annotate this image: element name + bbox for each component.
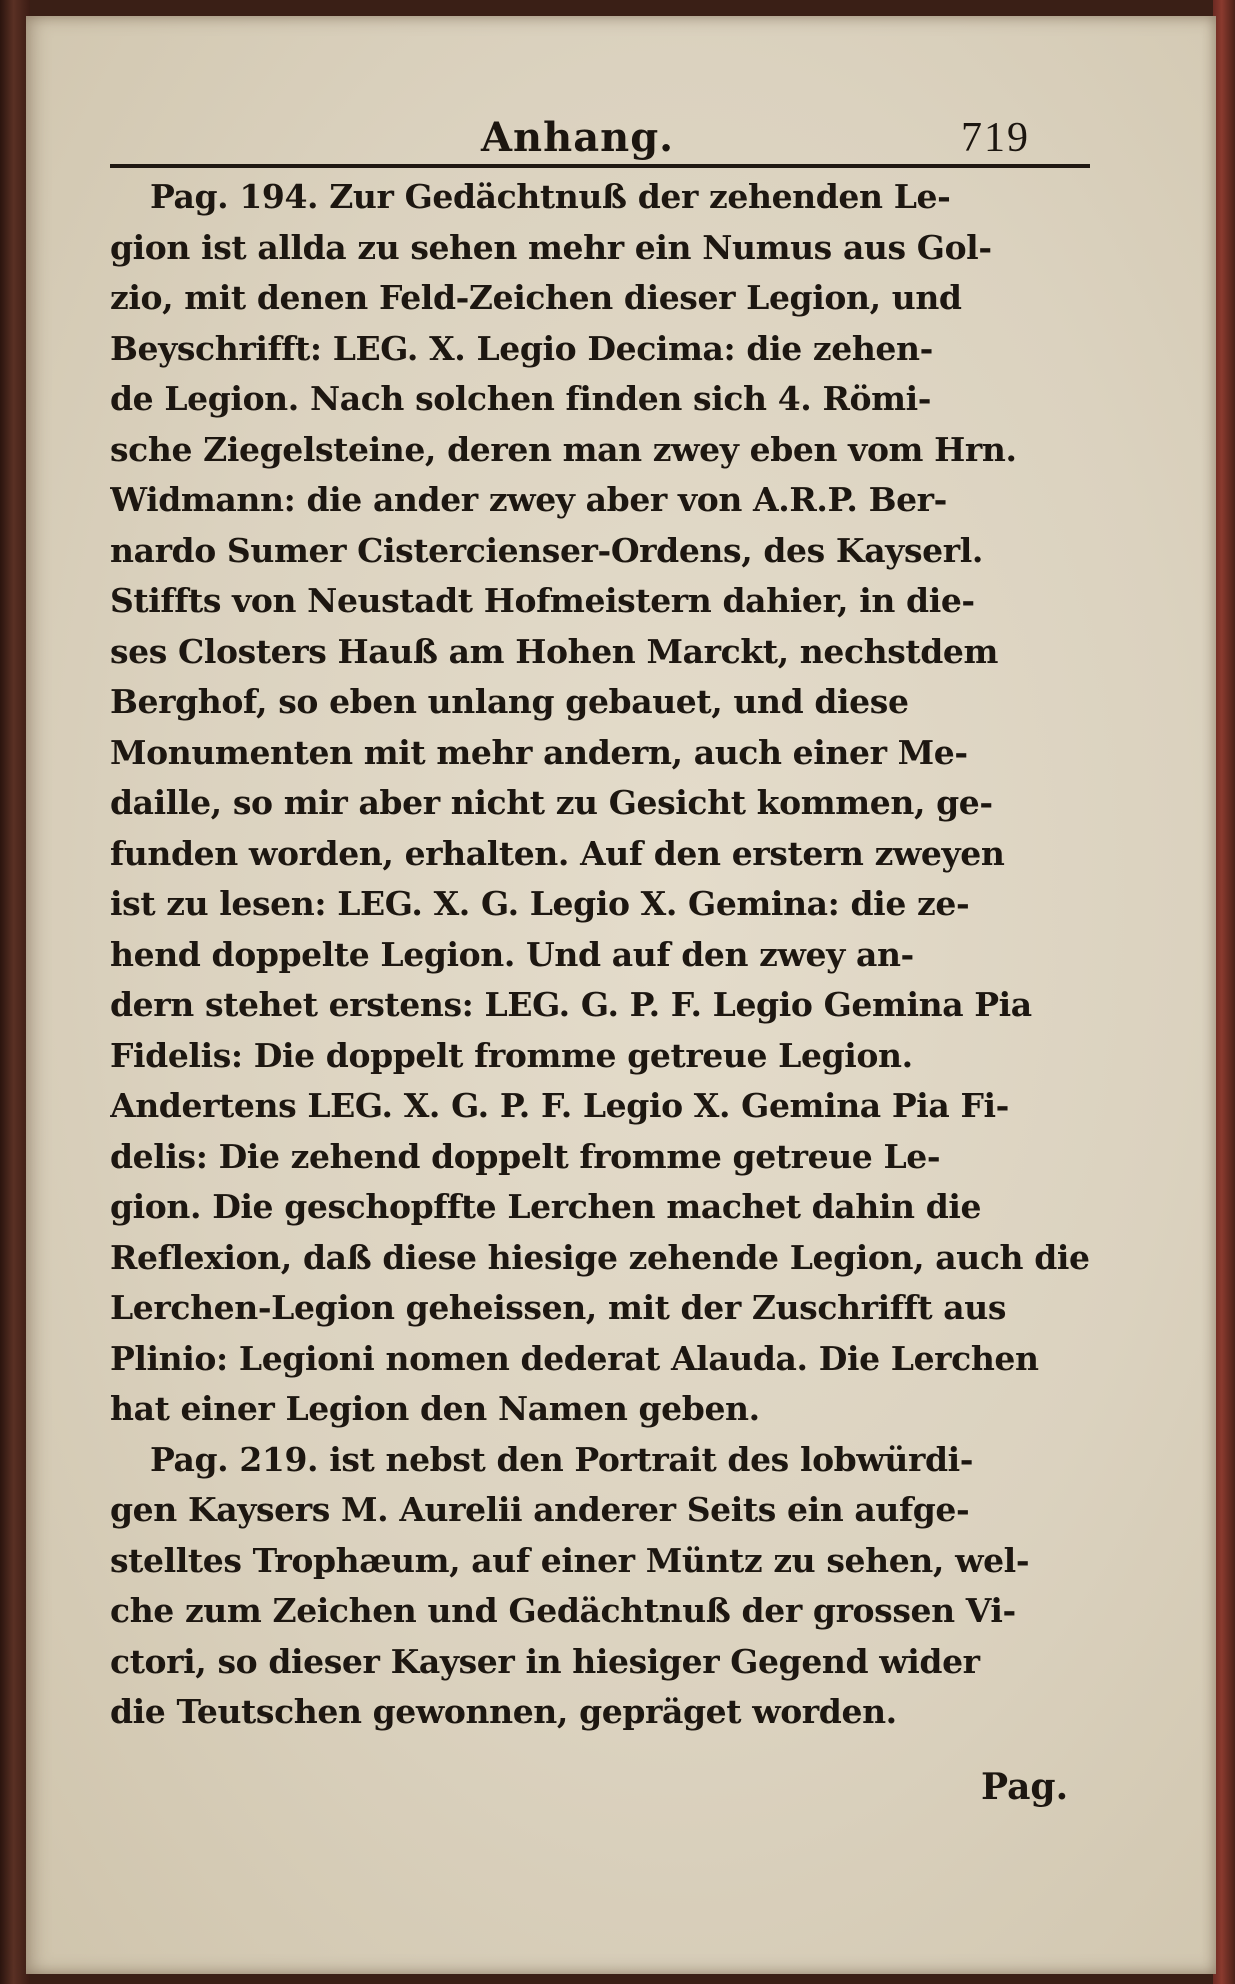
text-line: Monumenten mit mehr andern, auch einer Me-	[110, 732, 968, 772]
text-line: gion ist allda zu sehen mehr ein Numus aus Gol-	[110, 227, 992, 267]
catchword: Pag.	[981, 1766, 1069, 1808]
text-line: daille, so mir aber nicht zu Gesicht kommen, ge-	[110, 783, 993, 822]
text-line: ist zu lesen: LEG. X. G. Legio X. Gemina: die ze-	[110, 884, 970, 923]
text-line: Plinio: Legioni nomen dederat Alauda. Die Lerchen	[110, 1338, 1039, 1378]
text-line: delis: Die zehend doppelt fromme getreue Le-	[110, 1136, 941, 1176]
text-line: Berghof, so eben unlang gebauet, und diese	[110, 682, 909, 721]
text-line: funden worden, erhalten. Auf den erstern zweyen	[110, 833, 1005, 873]
text-line: zio, mit denen Feld-Zeichen dieser Legion, und	[110, 278, 962, 317]
header-rule	[110, 164, 1090, 168]
text-line: Pag. 194. Zur Gedächtnuß der zehenden Le-	[150, 177, 951, 216]
text-line: Beyschrifft: LEG. X. Legio Decima: die zehen-	[110, 328, 933, 368]
text-line: Reflexion, daß diese hiesige zehende Legion, auch die	[110, 1237, 1090, 1277]
text-line: nardo Sumer Cistercienser-Ordens, des Kayserl.	[110, 530, 983, 570]
text-line: Stiffts von Neustadt Hofmeistern dahier, in die-	[110, 581, 975, 620]
page-number: 719	[961, 115, 1030, 161]
text-line: gen Kaysers M. Aurelii anderer Seits ein aufge-	[110, 1490, 970, 1529]
body-text	[110, 172, 1090, 1738]
text-line: die Teutschen gewonnen, gepräget worden.	[110, 1692, 897, 1731]
text-line: che zum Zeichen und Gedächtnuß der grossen Vi-	[110, 1591, 1016, 1630]
text-line: gion. Die geschopffte Lerchen machet dahin die	[110, 1187, 982, 1226]
text-line: dern stehet erstens: LEG. G. P. F. Legio Gemina Pia	[110, 985, 1032, 1024]
text-line: sche Ziegelsteine, deren man zwey eben vom Hrn.	[110, 429, 1017, 469]
text-line: Andertens LEG. X. G. P. F. Legio X. Gemina Pia Fi-	[110, 1086, 1009, 1125]
text-line: ctori, so dieser Kayser in hiesiger Gegend wider	[110, 1641, 980, 1681]
text-line: hat einer Legion den Namen geben.	[110, 1389, 760, 1428]
text-line: Lerchen-Legion geheissen, mit der Zuschrifft aus	[110, 1288, 1007, 1327]
text-line: de Legion. Nach solchen finden sich 4. Römi-	[110, 379, 932, 418]
running-head	[26, 94, 1216, 164]
text-line: Pag. 219. ist nebst den Portrait des lobwürdi-	[150, 1439, 974, 1479]
text-line: ses Closters Hauß am Hohen Marckt, nechstdem	[110, 631, 999, 671]
text-line: Fidelis: Die doppelt fromme getreue Legion.	[110, 1035, 913, 1075]
text-line: Widmann: die ander zwey aber von A.R.P. Ber-	[110, 480, 947, 519]
text-line: stelltes Trophæum, auf einer Müntz zu sehen, wel-	[110, 1540, 1030, 1580]
page-title: Anhang.	[481, 114, 675, 161]
book-page	[26, 16, 1216, 1974]
text-line: hend doppelte Legion. Und auf den zwey an-	[110, 934, 914, 974]
book-fore-edge	[1213, 0, 1235, 1984]
